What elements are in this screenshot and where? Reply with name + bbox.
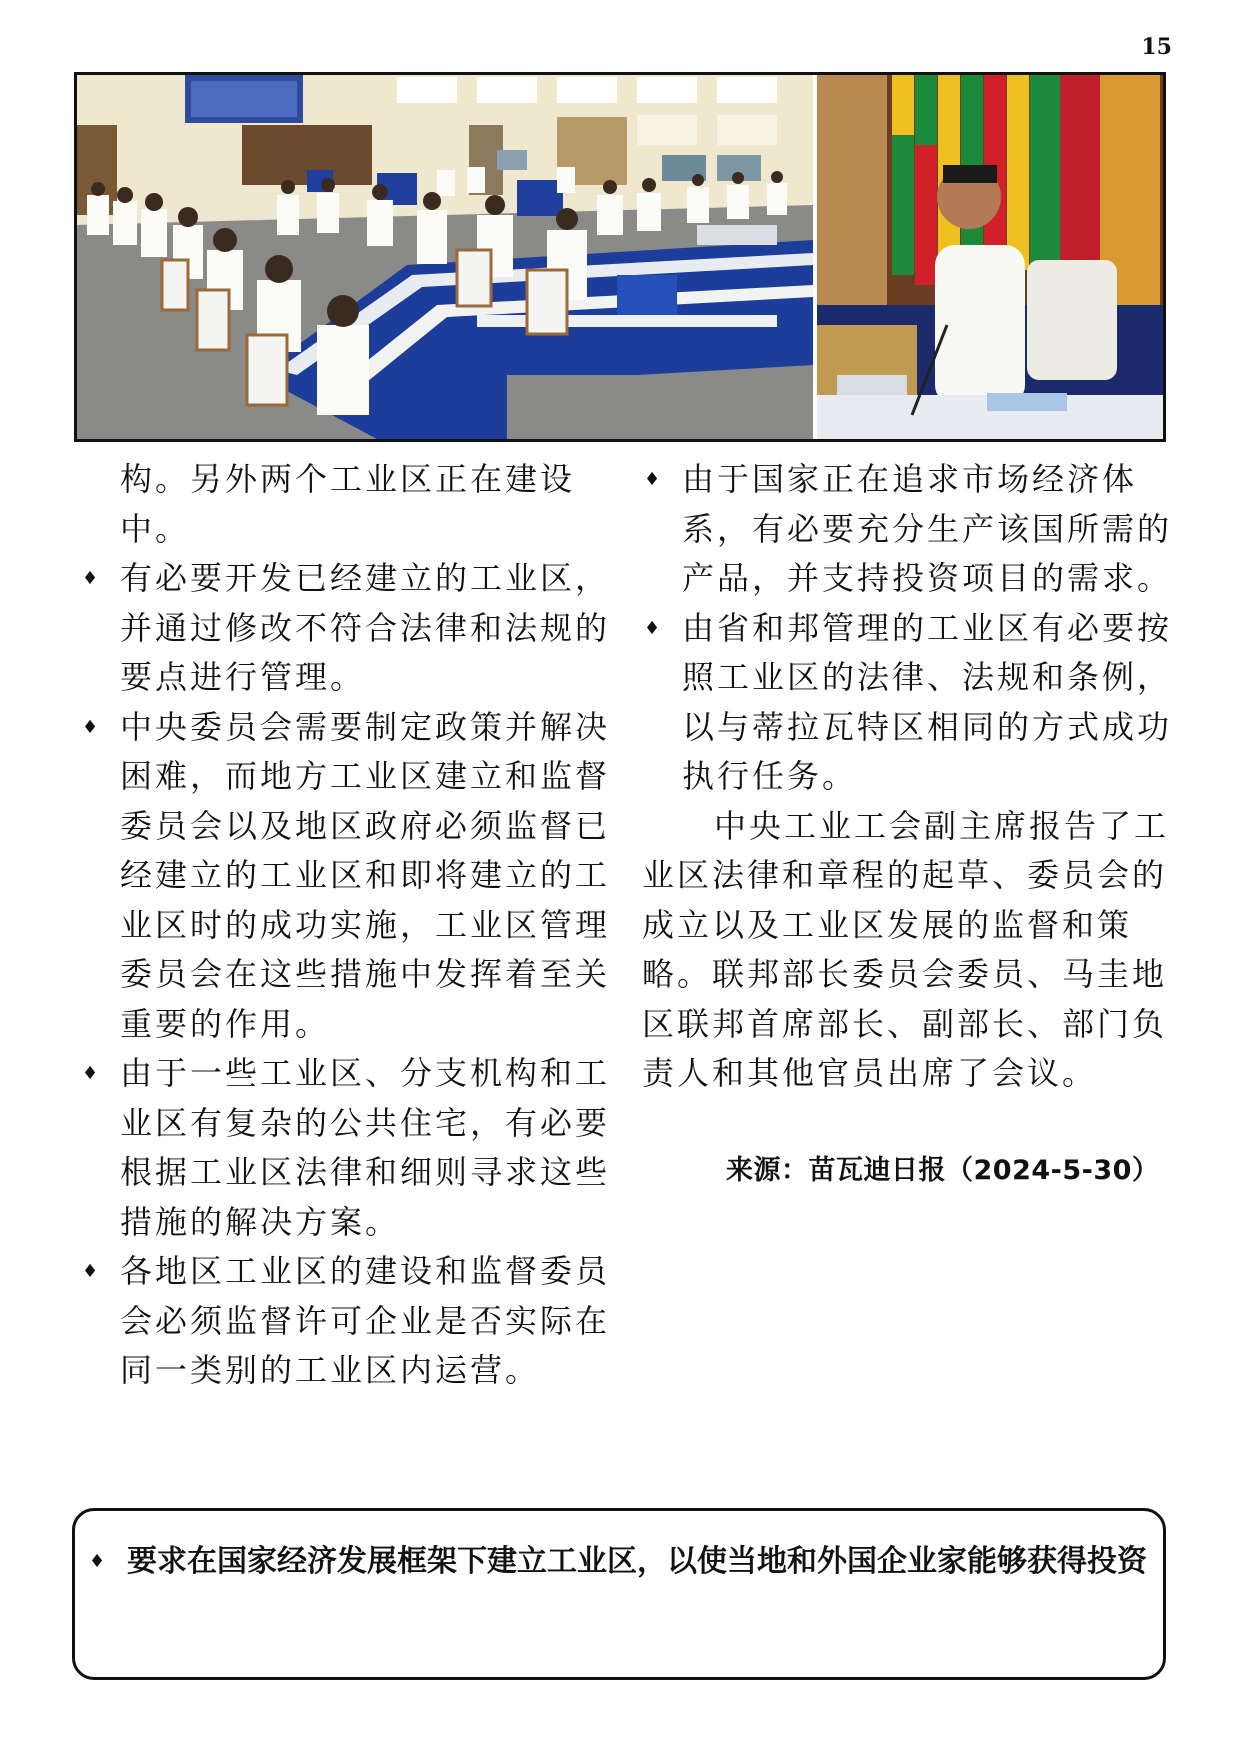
bullet-icon: ♦ (82, 568, 102, 589)
page-number: 15 (1141, 34, 1172, 60)
left-bullet-2 (80, 703, 610, 1050)
right-bullet-0 (642, 455, 1172, 604)
callout-text-block (89, 1537, 1147, 1587)
left-bullet-1 (80, 554, 610, 703)
left-para-0: 构。另外两个工业区正在建设中。 (120, 460, 576, 548)
meeting-hall-photo (77, 75, 813, 439)
bullet-text: 由省和邦管理的工业区有必要按照工业区的法律、法规和条例，以与蒂拉瓦特区相同的方式成功执行任务。 (682, 608, 1173, 795)
bullet-icon: ♦ (644, 469, 664, 490)
photo-strip (74, 72, 1166, 442)
bullet-icon: ♦ (82, 1063, 102, 1084)
bullet-text: 有必要开发已经建立的工业区，并通过修改不符合法律和法规的要点进行管理。 (120, 559, 611, 696)
source-citation: 来源：苗瓦迪日报（2024-5-30） (726, 1155, 1160, 1186)
bullet-text: 各地区工业区的建设和监督委员会必须监督许可企业是否实际在同一类别的工业区内运营。 (120, 1252, 611, 1389)
right-column (642, 455, 1172, 1099)
right-bullet-1 (642, 604, 1172, 802)
callout-box (72, 1508, 1166, 1680)
bullet-text: 由于一些工业区、分支机构和工业区有复杂的公共住宅，有必要根据工业区法律和细则寻求这些措施的解决方案。 (120, 1054, 611, 1241)
left-bullet-4 (80, 1247, 610, 1396)
bullet-icon: ♦ (644, 617, 664, 639)
right-paragraph: 中央工业工会副主席报告了工业区法律和章程的起草、委员会的成立以及工业区发展的监督和策略。联邦部长委员会委员、马圭地区联邦首席部长、副部长、部门负责人和其他官员出席了会议。 (642, 806, 1170, 1092)
bullet-icon: ♦ (82, 1261, 102, 1282)
bullet-icon: ♦ (82, 716, 102, 738)
bullet-text: 中央委员会需要制定政策并解决困难，而地方工业区建立和监督委员会以及地区政府必须监督已经建立的工业区和即将建立的工业区时的成功实施，工业区管理委员会在这些措施中发挥着至关重要的作用。 (120, 707, 611, 1043)
bullet-icon: ♦ (89, 1551, 106, 1572)
callout-text: 要求在国家经济发展框架下建立工业区，以使当地和外国企业家能够获得投资 (127, 1544, 1147, 1579)
bullet-text: 由于国家正在追求市场经济体系，有必要充分生产该国所需的产品，并支持投资项目的需求。 (682, 460, 1173, 597)
left-column (80, 455, 610, 1396)
left-bullet-3 (80, 1049, 610, 1247)
speaker-photo (817, 75, 1163, 439)
